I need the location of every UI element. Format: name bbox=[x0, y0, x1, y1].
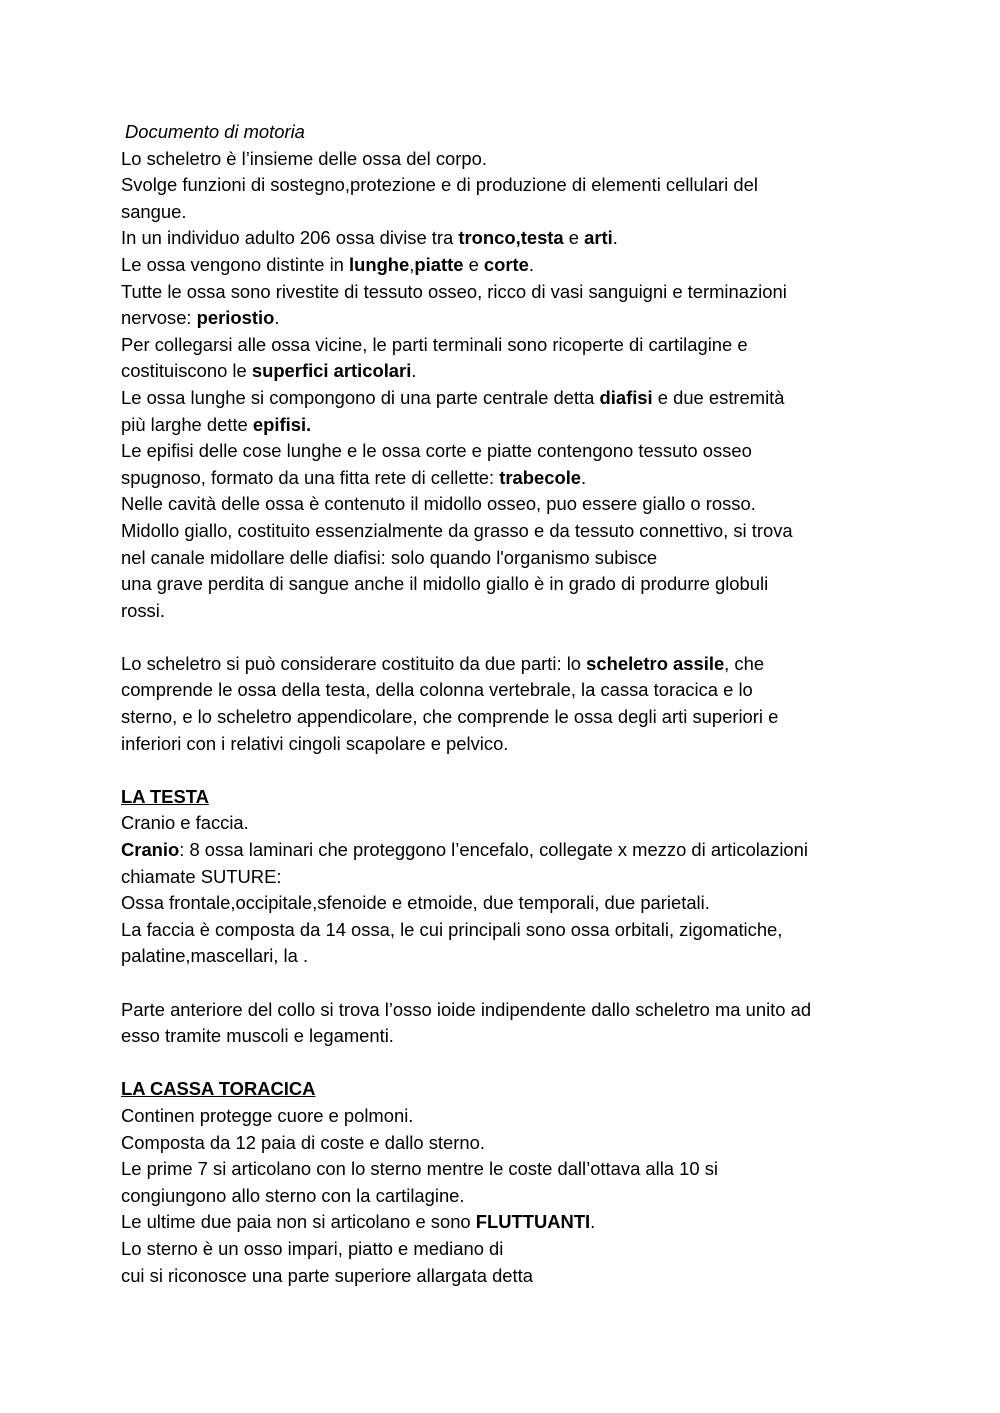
text-line: rossi. bbox=[121, 599, 165, 621]
text-line: Lo scheletro è l’insieme delle ossa del corpo. bbox=[121, 147, 487, 169]
text-run: . bbox=[612, 227, 618, 249]
text-run: . bbox=[590, 1211, 596, 1233]
text-line: Ossa frontale,occipitale,sfenoide e etmoide, due temporali, due parietali. bbox=[121, 892, 710, 914]
document-title: Documento di motoria bbox=[125, 121, 305, 142]
text-line: esso tramite muscoli e legamenti. bbox=[121, 1025, 394, 1047]
text-line: sterno, e lo scheletro appendicolare, che comprende le ossa degli arti superiori e bbox=[121, 706, 779, 728]
text-line bbox=[121, 252, 891, 279]
text-line: nel canale midollare delle diafisi: solo quando l'organismo subisce bbox=[121, 546, 658, 568]
paragraph-spacer bbox=[121, 970, 891, 997]
text-run: , bbox=[409, 253, 415, 275]
text-run: . bbox=[411, 360, 417, 382]
paragraph-spacer bbox=[121, 757, 891, 784]
bold-term: FLUTTUANTI bbox=[475, 1211, 591, 1233]
text-run: Le ossa vengono distinte in bbox=[121, 253, 349, 275]
bold-term: tronco,testa bbox=[458, 227, 564, 249]
text-line: inferiori con i relativi cingoli scapolare e pelvico. bbox=[121, 732, 509, 754]
bold-term: lunghe bbox=[349, 253, 410, 275]
text-run: . bbox=[274, 307, 280, 329]
text-line: Svolge funzioni di sostegno,protezione e di produzione di elementi cellulari del bbox=[121, 174, 758, 196]
text-line bbox=[121, 837, 891, 864]
text-line: Per collegarsi alle ossa vicine, le parti terminali sono ricoperte di cartilagine e bbox=[121, 333, 748, 355]
text-line: Parte anteriore del collo si trova l’osso ioide indipendente dallo scheletro ma unito ad bbox=[121, 998, 812, 1020]
text-line: congiungono allo sterno con la cartilagine. bbox=[121, 1184, 465, 1206]
text-run: : 8 ossa laminari che proteggono l’encefalo, collegate x mezzo di articolazioni bbox=[179, 839, 808, 861]
text-line: Continen protegge cuore e polmoni. bbox=[121, 1104, 414, 1126]
text-run: più larghe dette bbox=[121, 413, 253, 435]
text-line: cui si riconosce una parte superiore allargata detta bbox=[121, 1264, 533, 1286]
bold-term: piatte bbox=[414, 253, 464, 275]
text-run: . bbox=[528, 253, 535, 275]
paragraph-spacer bbox=[121, 624, 891, 651]
text-line bbox=[121, 305, 891, 332]
text-run: nervose: bbox=[121, 307, 197, 329]
bold-term: epifisi. bbox=[252, 413, 312, 435]
text-run: In un individuo adulto 206 ossa divise tra bbox=[121, 227, 459, 249]
text-line bbox=[121, 465, 891, 492]
text-line: Midollo giallo, costituito essenzialmente da grasso e da tessuto connettivo, si trova bbox=[121, 519, 793, 541]
paragraph-spacer bbox=[121, 1050, 891, 1077]
text-line: palatine,mascellari, la . bbox=[121, 945, 309, 967]
document-body bbox=[121, 119, 891, 1289]
bold-term: diafisi bbox=[599, 386, 653, 408]
text-line bbox=[121, 412, 891, 439]
text-line: Composta da 12 paia di coste e dallo sterno. bbox=[121, 1131, 485, 1153]
text-line bbox=[121, 1209, 891, 1236]
text-line: Le epifisi delle cose lunghe e le ossa corte e piatte contengono tessuto osseo bbox=[121, 440, 752, 462]
text-run: Le ultime due paia non si articolano e sono bbox=[121, 1211, 476, 1233]
text-line bbox=[121, 358, 891, 385]
text-run: costituiscono le bbox=[121, 360, 252, 382]
text-run: Le ossa lunghe si compongono di una parte centrale detta bbox=[121, 386, 600, 408]
section-heading-head: LA TESTA bbox=[121, 785, 209, 807]
text-line: Le prime 7 si articolano con lo sterno mentre le coste dall’ottava alla 10 si bbox=[121, 1158, 718, 1180]
text-run: spugnoso, formato da una fitta rete di cellette: bbox=[121, 466, 500, 488]
bold-term: scheletro assile bbox=[586, 652, 725, 674]
text-line: La faccia è composta da 14 ossa, le cui principali sono ossa orbitali, zigomatiche, bbox=[121, 918, 783, 940]
bold-term: arti bbox=[584, 227, 613, 249]
text-line: sangue. bbox=[121, 200, 187, 222]
text-run: e bbox=[463, 253, 484, 275]
text-run: Lo scheletro si può considerare costituito da due parti: lo bbox=[121, 652, 587, 674]
bold-term: corte bbox=[483, 253, 529, 275]
text-line: Cranio e faccia. bbox=[121, 812, 249, 834]
text-line: comprende le ossa della testa, della colonna vertebrale, la cassa toracica e lo bbox=[121, 679, 753, 701]
text-run: e bbox=[563, 227, 585, 249]
text-run: . bbox=[581, 466, 587, 488]
bold-term: superfici articolari bbox=[251, 360, 412, 382]
text-line: una grave perdita di sangue anche il midollo giallo è in grado di produrre globuli bbox=[121, 573, 769, 595]
text-run: , che bbox=[724, 652, 765, 674]
text-line bbox=[121, 225, 891, 252]
text-line: chiamate SUTURE: bbox=[121, 865, 282, 887]
bold-term: periostio bbox=[196, 307, 275, 329]
bold-term: Cranio bbox=[121, 839, 180, 861]
text-run: e due estremità bbox=[652, 386, 785, 408]
text-line: Lo sterno è un osso impari, piatto e mediano di bbox=[121, 1237, 504, 1259]
bold-term: trabecole bbox=[499, 466, 582, 488]
text-line: Tutte le ossa sono rivestite di tessuto osseo, ricco di vasi sanguigni e terminazioni bbox=[121, 280, 787, 302]
text-line: Nelle cavità delle ossa è contenuto il midollo osseo, puo essere giallo o rosso. bbox=[121, 493, 756, 515]
text-line bbox=[121, 385, 891, 412]
section-heading-thorax: LA CASSA TORACICA bbox=[121, 1078, 316, 1100]
text-line bbox=[121, 651, 891, 678]
